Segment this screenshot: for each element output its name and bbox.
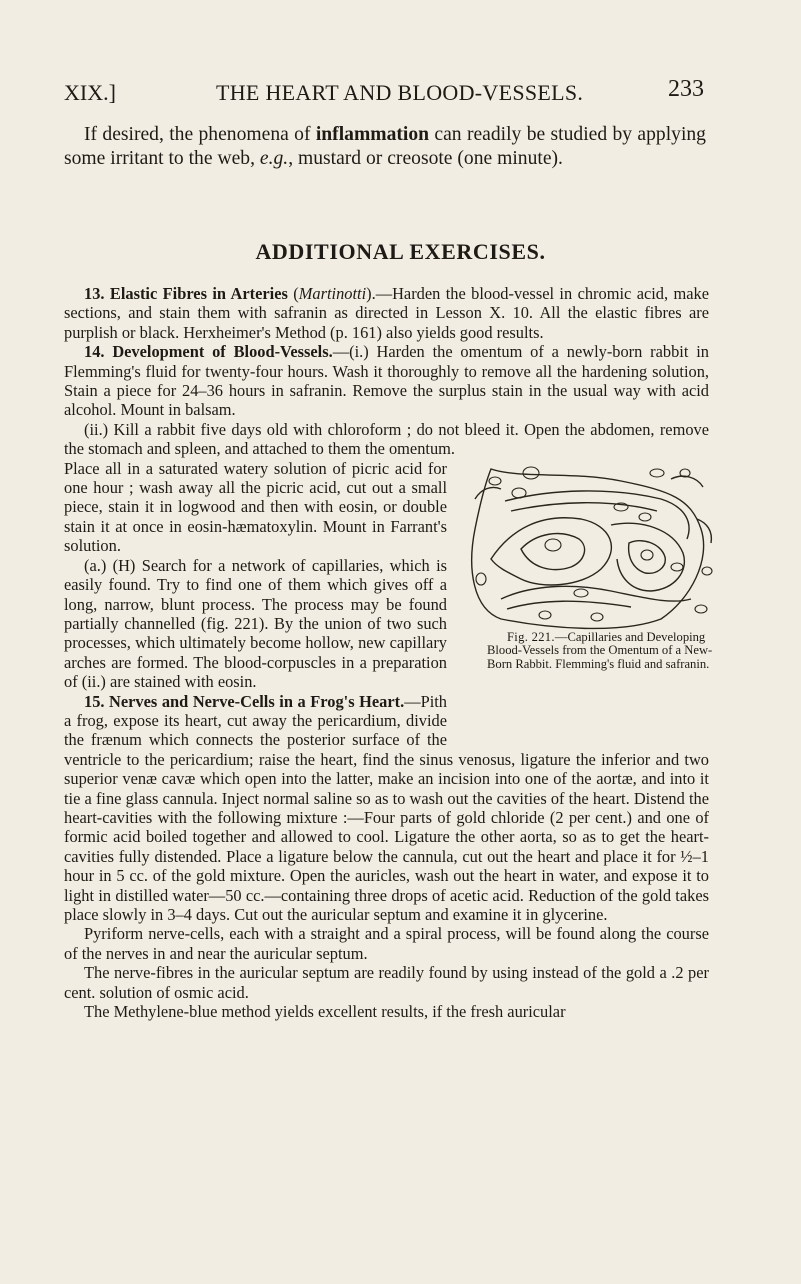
figure-number: Fig. 221.: [507, 629, 555, 644]
page-number: 233: [668, 76, 704, 102]
exercise-15-para-2: Pyriform nerve-cells, each with a straight and a spiral process, will be found along the course of the nerves in and near the auricular septum.: [64, 924, 709, 963]
exercise-14-part-ii: Place all in a saturated watery solution of picric acid for one hour ; wash away all the picric acid, cut out a small piece, stain it in logwood and then with eosin, or double stain it at once in eosin-hæmatoxylin. Mount in Farrant's solution.: [64, 458, 447, 556]
exercise-14-part-ii-intro: (ii.) Kill a rabbit five days old with chloroform ; do not bleed it. Open the abdomen, remove the stomach and spleen, and attached to them the omentum.: [64, 419, 709, 459]
capillary-network-illustration: [461, 459, 719, 631]
chapter-number: XIX.]: [64, 80, 116, 105]
exercise-15: 15. Nerves and Nerve-Cells in a Frog's Heart.—Pith a frog, expose its heart, cut away the pericardium, divide the frænum which connects the posterior surface of the ventricle to the pericardium; raise the heart, find the sinus venosus, ligature the inferior and two superior venæ cavæ which open into the latter, make an incision into one of the aortæ, and into it tie a fine glass cannula. Inject normal saline so as to wash out the cavities of the heart. Distend the heart-cavities with the following mixture :—Four parts of gold chloride (2 per cent.) and one of formic acid boiled together and allowed to cool. Ligature the other aorta, so as to get the heart-cavities fully distended. Place a ligature below the cannula, cut out the heart and place it for ½–1 hour in 5 cc. of the gold mixture. Open the auricles, wash out the heart in water, and expose it to light in distilled water—50 cc.—containing three drops of acetic acid. Reduction of the gold takes place slowly in 3–4 days. Cut out the auricular septum and examine it in glycerine.: [64, 691, 709, 924]
exercise-13-author: Martinotti: [298, 284, 367, 303]
figure-221: [461, 459, 719, 747]
exercise-14-part-i: 14. Development of Blood-Vessels.—(i.) Harden the omentum of a newly-born rabbit in Flemming's fluid for twenty-four hours. Wash it thoroughly to remove all the hardening solution, Stain a piece for 24–36 hours in safranin. Remove the surplus stain in the usual way with acid alcohol. Mount in balsam.: [64, 342, 709, 420]
exercise-15-para-3: The nerve-fibres in the auricular septum are readily found by using instead of the gold a .2 per cent. solution of osmic acid.: [64, 963, 709, 1002]
exercise-15-heading: 15. Nerves and Nerve-Cells in a Frog's Heart.: [84, 691, 405, 711]
exercise-13-heading: 13. Elastic Fibres in Arteries: [84, 284, 288, 303]
exercise-13: 13. Elastic Fibres in Arteries (Martinotti).—Harden the blood-vessel in chromic acid, make sections, and stain them with safranin as directed in Lesson X. 10. All the elastic fibres are purplish or black. Herxheimer's Method (p. 161) also yields good results.: [64, 284, 709, 342]
emphasis-inflammation: inflammation: [315, 124, 430, 145]
exercise-15-para-4: The Methylene-blue method yields excellent results, if the fresh auricular: [84, 1002, 566, 1022]
figure-caption: Fig. 221.—Capillaries and Developing Blood-Vessels from the Omentum of a New-Born Rabbit. Flemming's fluid and safranin.: [487, 629, 713, 671]
intro-paragraph: If desired, the phenomena of inflammation can readily be studied by applying some irritant to the web, e.g., mustard or creosote (one minute).: [64, 124, 706, 169]
exercises-body: [64, 284, 713, 1022]
exercise-14-part-a: (a.) (H) Search for a network of capillaries, which is easily found. Try to find one of them which gives off a long, narrow, blunt process. The process may be found partially channelled (fig. 221). By the union of two such processes, which ultimately become hollow, new capillary arches are formed. The blood-corpuscles in a preparation of (ii.) are stained with eosin.: [64, 555, 447, 692]
running-header: [64, 76, 704, 112]
running-title: THE HEART AND BLOOD-VESSELS.: [216, 80, 584, 105]
exercise-14-heading: 14. Development of Blood-Vessels.: [84, 342, 333, 362]
section-title: ADDITIONAL EXERCISES.: [255, 239, 546, 264]
